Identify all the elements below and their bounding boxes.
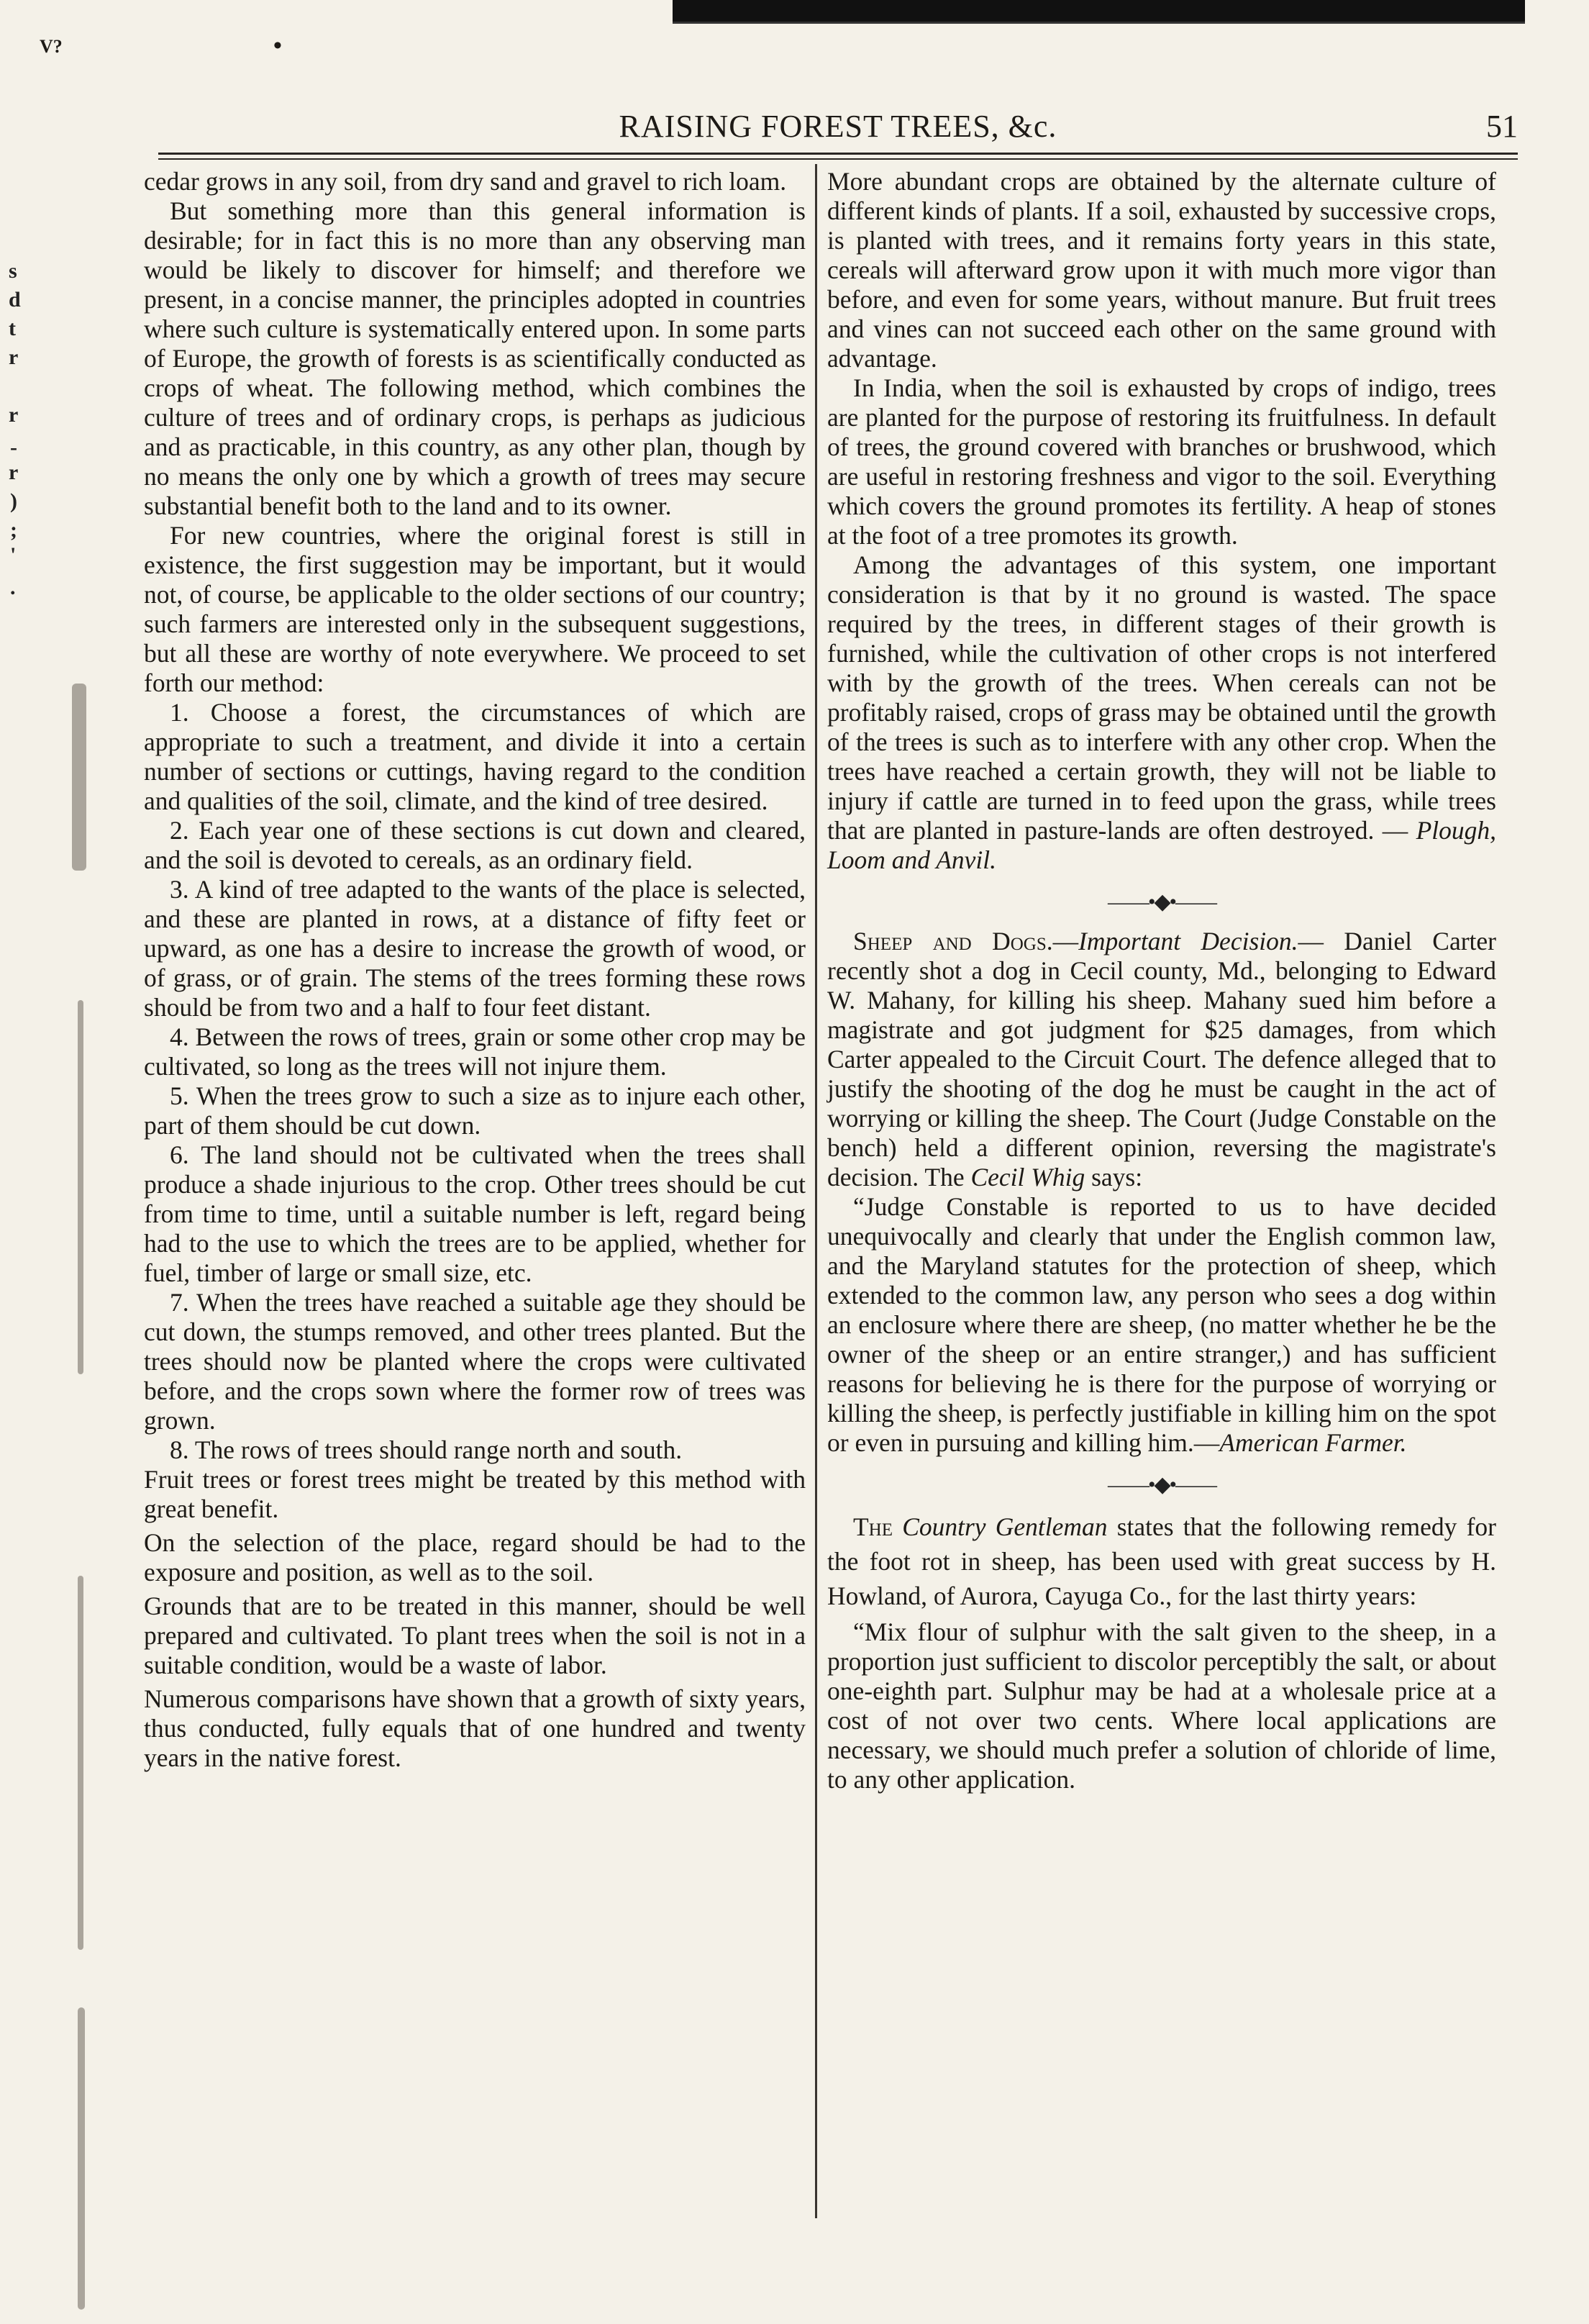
gutter-mark: d [9,288,21,312]
paragraph: cedar grows in any soil, from dry sand and gravel to rich loam. [144,167,787,196]
paragraph: For new countries, where the original forest is still in existence, the first suggestion may be important, but it would not, of course, be applicable to the older sections of our country; such farmers are interested only in the subsequent suggestions, but all these are worthy of note everywhere. We proceed to set forth our method: [144,521,806,697]
ink-smudge [78,1576,83,1950]
section-separator: ——•◆•—— [1107,1473,1216,1497]
binding-gutter [6,165,92,2317]
gutter-mark: r [9,460,19,484]
numbered-item: 6. The land should not be cultivated when the trees shall produce a shade injurious to the crop. Other trees should be cut from time to time, until a suitable number is left, regard being had to the use to which the trees are to be applied, whether for fuel, timber of large or small size, etc. [144,1140,806,1287]
source-credit: American Farmer. [1219,1428,1407,1457]
numbered-item: 2. Each year one of these sections is cut down and cleared, and the soil is devoted to cereals, as an ordinary field. [144,816,806,874]
right-column [827,167,1496,1794]
newspaper-name: Country Gentleman [902,1512,1108,1541]
top-rule [673,22,1525,24]
corner-mark: V? [40,36,63,57]
numbered-item: 3. A kind of tree adapted to the wants of the place is selected, and these are planted in rows, at a distance of fifty feet or upward, as one has a desire to increase the growth of wood, or of grass, or of grain. The stems of the trees forming these rows should be from two and a half to four feet distant. [144,875,806,1022]
ink-smudge [78,1000,83,1374]
ink-speck: • [273,32,282,59]
paragraph: Among the advantages of this system, one important consideration is that by it no ground is wasted. The space required by the trees, in different stages of their growth is furnished, while the cultivation of other crops is not interfered with by the growth of the trees. When cereals can not be profitably raised, crops of grass may be obtained until the growth of the trees is such as to interfere with any other crop. When the trees have reached a certain growth, they will not be liable to injury if cattle are turned in to feed upon the grass, while trees that are planted in pasture-lands are often destroyed. — Plough, Loom and Anvil. [827,550,1496,874]
article-sheep-and-dogs: Sheep and Dogs.—Important Decision.— Daniel Carter recently shot a dog in Cecil county, Md., belonging to Edward W. Mahany, for killing his sheep. Mahany sued him before a magistrate and got judgment for $25 damages, from which Carter appealed to the Circuit Court. The defence alleged that to justify the shooting of the dog he must be caught in the act of worrying or killing the sheep. The Court (Judge Constable on the bench) held a different opinion, reversing the magistrate's decision. The Cecil Whig says: [827,927,1496,1191]
article-foot-rot [827,1510,1496,1613]
quotation: “Mix flour of sulphur with the salt given to the sheep, in a proportion just sufficient to discolor perceptibly the salt, or about one-eighth part. Sulphur may be had at a wholesale price at a cost of not over two cents. Where local applications are necessary, we should much prefer a solution of chloride of lime, to any other application. [827,1617,1496,1794]
page-title: RAISING FOREST TREES, &c. [619,109,1057,144]
article-lead: The [853,1512,893,1541]
ink-smudge [78,2007,85,2310]
ink-smudge [72,684,86,871]
gutter-mark: . [10,576,16,599]
paragraph: In India, when the soil is exhausted by crops of indigo, trees are planted for the purpose of restoring its fruitfulness. In default of trees, the ground covered with branches or brushwood, which are useful in restoring freshness and vigor to the soil. Everything which covers the ground promotes its fertility. A heap of stones at the foot of a tree promotes its growth. [827,373,1496,550]
article-heading: Sheep and Dogs. [853,927,1053,956]
quotation: “Judge Constable is reported to us to have decided unequivocally and clearly that under the English common law, and the Maryland statutes for the protection of sheep, which extended to the common law, any person who sees a dog within an enclosure where there are sheep, (no matter whether he be the owner of the sheep or an entire stranger,) and has sufficient reasons for believing he is there for the purpose of worrying or killing the sheep, is perfectly justifiable in killing him on the spot or even in pursuing and killing him.—American Farmer. [827,1192,1496,1457]
paragraph: But something more than this general information is desirable; for in fact this is no more than any observing man would be likely to discover for himself; and therefore we present, in a concise manner, the principles adopted in countries where such culture is systematically entered upon. In some parts of Europe, the growth of forests is as scientifically conducted as crops of wheat. The following method, which combines the culture of trees and of ordinary crops, is perhaps as judicious and as practicable, in this country, as any other plan, though by no means the only one by which a growth of trees may secure substantial benefit both to the land and to its owner. [144,196,806,520]
article-subheading: Important Decision. [1078,927,1298,956]
running-header [158,108,1518,151]
newspaper-name: Cecil Whig [970,1163,1085,1191]
source-credit: Plough, Loom and Anvil. [827,816,1496,874]
numbered-item: 4. Between the rows of trees, grain or some other crop may be cultivated, so long as the trees will not injure them. [144,1022,806,1081]
column-divider [815,164,817,2218]
left-column [144,167,806,1773]
gutter-mark: r [9,345,19,369]
gutter-mark: t [9,317,16,340]
article-text: states that the following remedy for the foot rot in sheep, has been used with great success by H. Howland, of Aurora, Cayuga Co., for the last thirty years: [827,1512,1496,1610]
header-rule-thin [158,158,1518,160]
numbered-item: 5. When the trees grow to such a size as to injure each other, part of them should be cut down. [144,1081,806,1140]
paragraph: On the selection of the place, regard should be had to the exposure and position, as well as to the soil. [144,1528,806,1587]
numbered-item: 1. Choose a forest, the circumstances of which are appropriate to such a treatment, and divide it into a certain number of sections or cuttings, having regard to the condition and qualities of the soil, climate, and the kind of tree desired. [144,698,806,815]
page-number: 51 [1486,109,1518,144]
gutter-mark: - [10,435,17,459]
top-ink-bar [673,0,1525,22]
paragraph: Numerous comparisons have shown that a growth of sixty years, thus conducted, fully equals that of one hundred and twenty years in the native forest. [144,1684,806,1772]
paragraph: Fruit trees or forest trees might be treated by this method with great benefit. [144,1465,806,1523]
gutter-mark: ) [10,489,17,513]
gutter-mark: s [9,259,17,283]
numbered-item: 8. The rows of trees should range north and south. [170,1435,683,1464]
article-text: says: [1091,1163,1143,1191]
quote-text: “Judge Constable is reported to us to have decided unequivocally and clearly that under the English common law, and the Maryland statutes for the protection of sheep, which extended to the common law, any person who sees a dog within an enclosure where there are sheep, (no matter whether he be the owner of the sheep or an entire stranger,) and has sufficient reasons for believing he is there for the purpose of worrying or killing the sheep, is perfectly justifiable in killing him on the spot or even in pursuing and killing him. [827,1192,1496,1457]
header-rule [158,153,1518,155]
paragraph: Grounds that are to be treated in this manner, should be well prepared and cultivated. To plant trees when the soil is not in a suitable condition, would be a waste of labor. [144,1592,806,1679]
gutter-mark: ; [10,518,17,542]
paragraph-text: Among the advantages of this system, one important consideration is that by it no ground is wasted. The space required by the trees, in different stages of their growth is furnished, while the cultivation of other crops is not interfered with by the growth of the trees. When cereals can not be profitably raised, crops of grass may be obtained until the growth of the trees is such as to interfere with any other crop. When the trees have reached a certain growth, they will not be liable to injury if cattle are turned in to feed upon the grass, while trees that are planted in pasture-lands are often destroyed. [827,550,1496,845]
numbered-item: 7. When the trees have reached a suitable age they should be cut down, the stumps removed, and other trees planted. But the trees should now be planted where the crops were cultivated before, and the crops sown where the former row of trees was grown. [144,1288,806,1435]
gutter-mark: r [9,403,19,427]
paragraph: More abundant crops are obtained by the alternate culture of different kinds of plants. If a soil, exhausted by successive crops, is planted with trees, and it remains forty years in this state, cereals will afterward grow upon it with much more vigor than before, and even for some years, without manure. But fruit trees and vines can not succeed each other on the same ground with advantage. [827,167,1496,373]
gutter-mark: ' [10,543,17,567]
article-text: Daniel Carter recently shot a dog in Cecil county, Md., belonging to Edward W. Mahany, for killing his sheep. Mahany sued him before a magistrate and got judgment for $25 damages, from which Carter appealed to the Circuit Court. The defence alleged that to justify the shooting of the dog he must be caught in the act of worrying or killing the sheep. The Court (Judge Constable on the bench) held a different opinion, reversing the magistrate's decision. The [827,927,1496,1191]
section-separator: ——•◆•—— [1107,890,1216,914]
